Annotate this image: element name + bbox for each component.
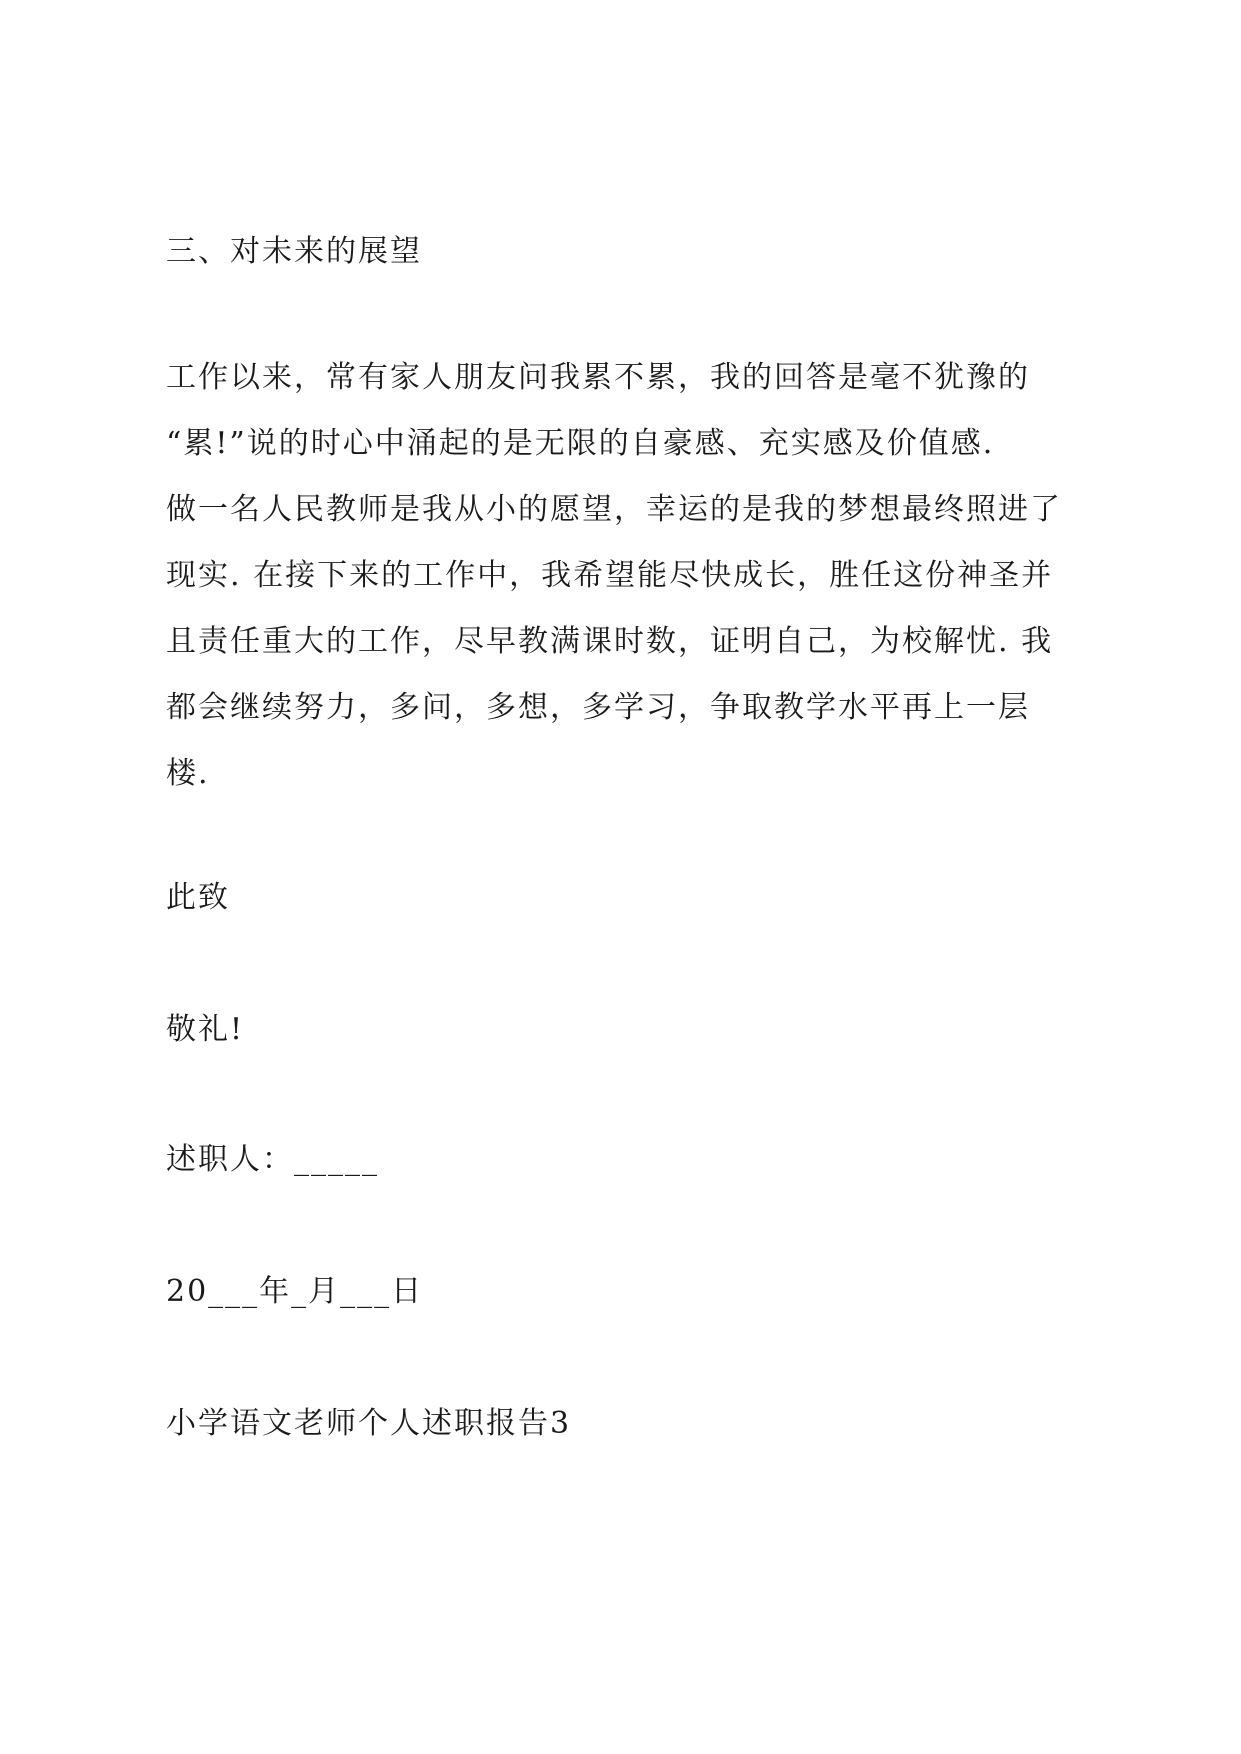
paragraph-line: 工作以来，常有家人朋友问我累不累，我的回答是毫不犹豫的 <box>166 360 1030 395</box>
paragraph-line: 都会继续努力，多问，多想，多学习，争取教学水平再上一层 <box>166 690 1030 725</box>
paragraph-line: 楼. <box>166 756 210 791</box>
section-heading: 三、对未来的展望 <box>166 234 422 269</box>
next-report-title: 小学语文老师个人述职报告3 <box>166 1406 572 1441</box>
body-paragraph <box>166 358 1096 820</box>
closing-regards: 敬礼! <box>166 1012 245 1047</box>
paragraph-line: 做一名人民教师是我从小的愿望，幸运的是我的梦想最终照进了 <box>166 492 1062 527</box>
date-line: 20___年_月___日 <box>166 1274 424 1309</box>
paragraph-line: 现实. 在接下来的工作中，我希望能尽快成长，胜任这份神圣并 <box>166 558 1054 593</box>
paragraph-line: 且责任重大的工作，尽早教满课时数，证明自己，为校解忧. 我 <box>166 624 1054 659</box>
signer-line: 述职人：_____ <box>166 1142 379 1177</box>
closing-salutation: 此致 <box>166 880 230 915</box>
paragraph-line: “累!”说的时心中涌起的是无限的自豪感、充实感及价值感. <box>166 426 995 461</box>
